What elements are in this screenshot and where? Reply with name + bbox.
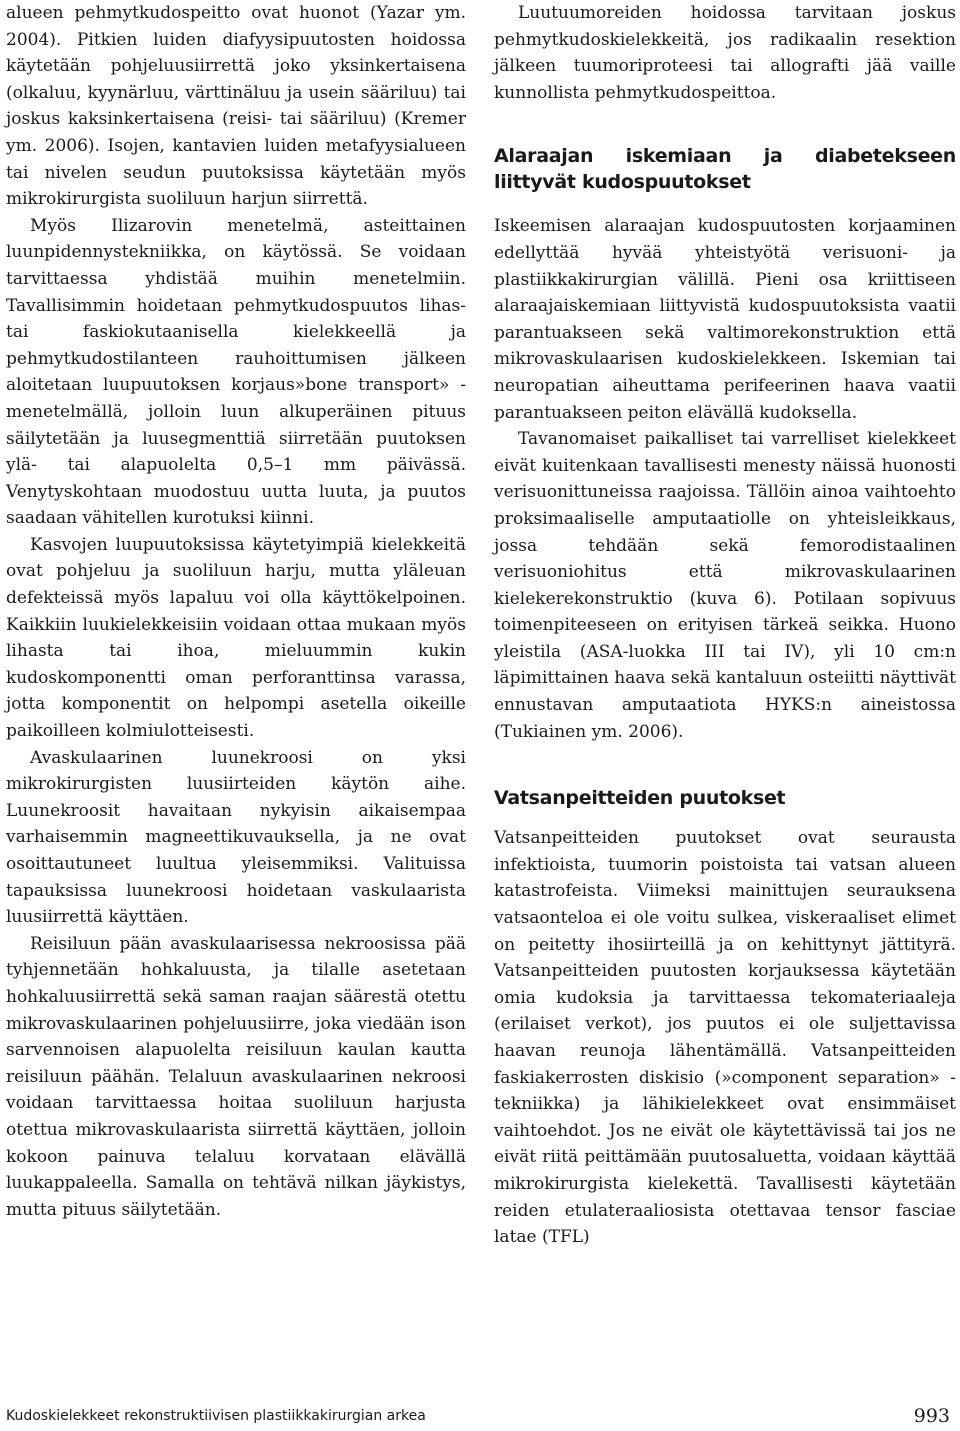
section-heading-abdominal-wall: Vatsanpeitteiden puutokset (494, 787, 786, 810)
right-column (494, 0, 956, 1251)
body-paragraph: Vatsanpeitteiden puutokset ovat seurausta infektioista, tuumorin poistoista tai vatsan alueen katastrofeista. Viimeksi mainittujen seurauksena vatsaonteloa ei ole voitu sulkea, viskeraaliset elimet on peitetty ihosiirteillä ja on kehittynyt jättityrä. Vatsanpeitteiden puutosten korjauksessa käytetään omia kudoksia ja tarvittaessa tekomateriaaleja (erilaiset verkot), jos puutos ei ole suljettavissa haavan reunoja lähentämällä. Vatsanpeitteiden faskiakerrosten diskisio (»component separation» -tekniikka) ja lähikielekkeet ovat ensimmäiset vaihtoehdot. Jos ne eivät ole käytettävissä tai jos ne eivät riitä peittämään puutosaluetta, voidaan käyttää mikrokirurgista kielekettä. Tavallisesti käytetään reiden etulateraaliosista otettavaa tensor fasciae latae (TFL) (494, 828, 956, 1248)
section-heading-ischemia: Alaraajan iskemiaan ja diabetekseen liittyvät kudospuutokset (494, 145, 956, 194)
page-footer (6, 1402, 954, 1430)
page-number: 993 (913, 1405, 950, 1427)
left-column (6, 0, 466, 1223)
running-title: Kudoskielekkeet rekonstruktiivisen plastiikkakirurgian arkea (6, 1408, 426, 1424)
body-paragraph: Avaskulaarinen luunekroosi on yksi mikrokirurgisten luusiirteiden käytön aihe. Luunekroosit havaitaan nykyisin aikaisempaa varhaisemmin magneettikuvauksella, ja ne ovat osoittautuneet luultua yleisemmiksi. Valituissa tapauksissa luunekroosi hoidetaan vaskulaarista luusiirrettä käyttäen. (6, 747, 466, 928)
body-paragraph: Myös Ilizarovin menetelmä, asteittainen luunpidennystekniikka, on käytössä. Se voidaan tarvittaessa yhdistää muihin menetelmiin. Tavallisimmin hoidetaan pehmytkudospuutos lihas- tai faskiokutaanisella kielekkeellä ja pehmytkudostilanteen rauhoittumisen jälkeen aloitetaan luupuutoksen korjaus»bone transport» -menetelmällä, jolloin luun alkuperäinen pituus säilytetään ja luusegmenttiä siirretään puutoksen ylä- tai alapuolelta 0,5–1 mm päivässä. Venytyskohtaan muodostuu uutta luuta, ja puutos saadaan vähitellen kurotuksi kiinni. (6, 215, 466, 529)
body-paragraph: Iskeemisen alaraajan kudospuutosten korjaaminen edellyttää hyvää yhteistyötä verisuoni- ja plastiikkakirurgian välillä. Pieni osa kriittiseen alaraajaiskemiaan liittyvistä kudospuutoksista vaatii parantuakseen sekä valtimorekonstruktion että mikrovaskulaarisen kudoskielekkeen. Iskemian tai neuropatian aiheuttama perifeerinen haava vaatii parantuakseen peiton elävällä kudoksella. (494, 216, 956, 423)
body-paragraph: alueen pehmytkudospeitto ovat huonot (Yazar ym. 2004). Pitkien luiden diafyysipuutosten hoidossa käytetään pohjeluusiirrettä joko yksinkertaisena (olkaluu, kyynärluu, värttinäluu ja usein sääriluu) tai joskus kaksinkertaisena (reisi- tai sääriluu) (Kremer ym. 2006). Isojen, kantavien luiden metafyysialueen tai nivelen seudun puutoksissa käytetään myös mikrokirurgista suoliluun harjun siirrettä. (6, 3, 466, 210)
body-paragraph: Kasvojen luupuutoksissa käytetyimpiä kielekkeitä ovat pohjeluu ja suoliluun harju, mutta yläleuan defekteissä myös lapaluu voi olla käyttökelpoinen. Kaikkiin luukielekkeisiin voidaan ottaa mukaan myös lihasta tai ihoa, mieluummin kukin kudoskomponentti oman perforanttinsa varassa, jotta komponentit on helpompi asetella oikeille paikoilleen kolmiulotteisesti. (6, 534, 466, 742)
intro-paragraph: Luutuumoreiden hoidossa tarvitaan joskus pehmytkudoskielekkeitä, jos radikaalin resektion jälkeen tuumoriproteesi tai allografti jää vaille kunnollista pehmytkudospeittoa. (494, 3, 956, 103)
body-paragraph: Tavanomaiset paikalliset tai varrelliset kielekkeet eivät kuitenkaan tavallisesti menesty näissä huonosti verisuonittuneissa raajoissa. Tällöin ainoa vaihtoehto proksimaaliselle amputaatiolle on yhteisleikkaus, jossa tehdään sekä femorodistaalinen verisuoniohitus että mikrovaskulaarinen kielekerekonstruktio (kuva 6). Potilaan sopivuus toimenpiteeseen on erityisen tärkeä seikka. Huono yleistila (ASA-luokka III tai IV), yli 10 cm:n läpimittainen haava sekä kantaluun osteiitti näyttivät ennustavan amputaatiota HYKS:n aineistossa (Tukiainen ym. 2006). (494, 429, 956, 742)
body-paragraph: Reisiluun pään avaskulaarisessa nekroosissa pää tyhjennetään hohkaluusta, ja tilalle asetetaan hohkaluusiirrettä sekä saman raajan säärestä otettu mikrovaskulaarinen pohjeluusiirre, joka viedään ison sarvennoisen alapuolelta reisiluun kaulan kautta reisiluun päähän. Telaluun avaskulaarinen nekroosi voidaan tarvittaessa hoitaa suoliluun harjusta otettua mikrovaskulaarista siirrettä käyttäen, jolloin kokoon painuva telaluu korvataan elävällä luukappaleella. Samalla on tehtävä nilkan jäykistys, mutta pituus säilytetään. (6, 933, 466, 1220)
